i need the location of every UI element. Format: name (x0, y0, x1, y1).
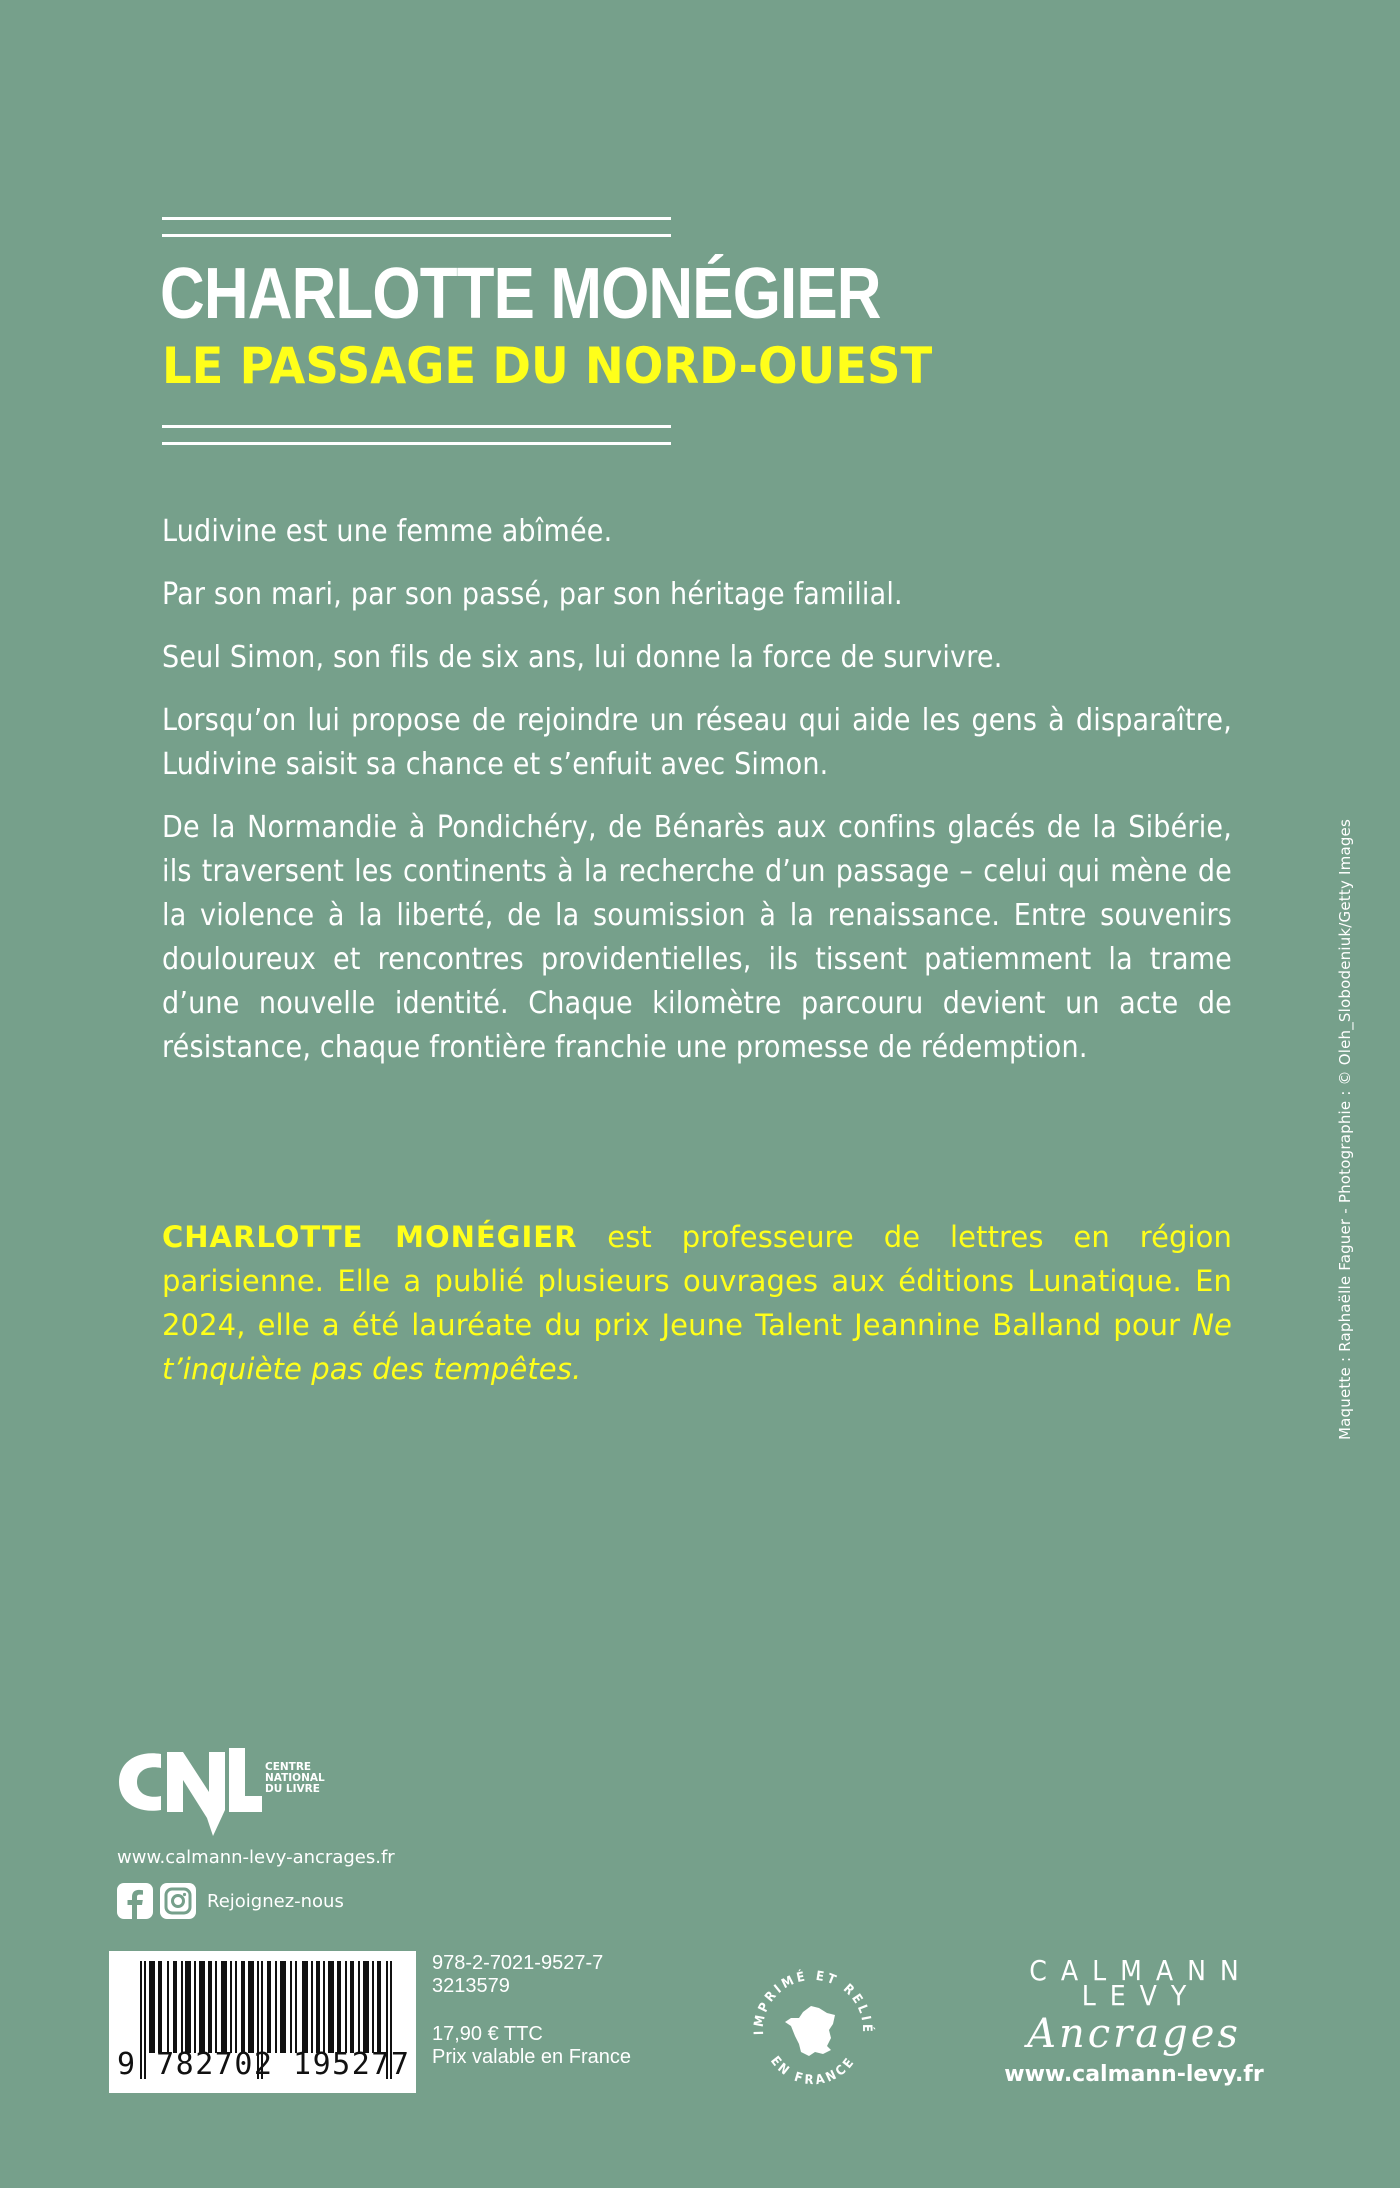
blurb-paragraph: Lorsqu’on lui propose de rejoindre un réseau qui aide les gens à disparaître, Ludivine saisit sa chance et s’enfuit avec Simon. (162, 703, 1232, 782)
bio-text: est professeure de lettres en région parisienne. Elle a publié plusieurs ouvrages aux éditions Lunatique. En 2024, elle a été lauréate du prix Jeune Talent Jeannine Balland pour (162, 1220, 1233, 1342)
publisher-imprint: Ancrages (1027, 2011, 1241, 2057)
printed-in-france-badge (743, 1966, 883, 2106)
photo-credit: Maquette : Raphaëlle Faguer - Photographie : © Oleh_Slobodeniuk/Getty Images (1336, 818, 1354, 1440)
author-bio (162, 1215, 1232, 1391)
blurb-paragraph: Seul Simon, son fils de six ans, lui donne la force de survivre. (162, 640, 1003, 675)
bio-book-title: Ne t’inquiète pas des tempêtes. (162, 1308, 1232, 1386)
book-title: LE PASSAGE DU NORD-OUEST (162, 337, 933, 395)
blurb-paragraph: De la Normandie à Pondichéry, de Bénarès aux confins glacés de la Sibérie, ils traversent les continents à la recherche d’un passage – celui qui mène de la violence à la liberté, de la soumission à la renaissance. Entre souvenirs douloureux et rencontres providentielles, ils tissent patiemment la trame d’une nouvelle identité. Chaque kilomètre parcouru devient un acte de résistance, chaque frontière franchie une promesse de rédemption. (162, 810, 1232, 1065)
bottom-rule-2 (162, 442, 671, 445)
cnl-text (265, 1762, 325, 1795)
bio-author-name: CHARLOTTE MONÉGIER (162, 1220, 578, 1254)
price-note: Prix valable en France (432, 2046, 631, 2068)
badge-top-text: IMPRIMÉ ET RELIÉ (751, 1968, 875, 2036)
top-rule-2 (162, 234, 671, 237)
isbn: 978-2-7021-9527-7 (432, 1952, 604, 1974)
svg-text:EN FRANCE (767, 2054, 859, 2089)
cnl-logo (117, 1748, 325, 1840)
author-name: CHARLOTTE MONÉGIER (160, 254, 881, 334)
cnl-line2: NATIONAL (265, 1772, 325, 1784)
price: 17,90 € TTC (432, 2023, 543, 2045)
instagram-icon[interactable] (160, 1883, 196, 1919)
blurb-paragraph: Par son mari, par son passé, par son héritage familial. (162, 577, 903, 612)
publisher-logo (1003, 1954, 1265, 2090)
blurb-paragraph: Ludivine est une femme abîmée. (162, 514, 613, 549)
france-map-icon (785, 2006, 835, 2056)
badge-bottom-text: EN FRANCE (767, 2053, 859, 2089)
cnl-line3: DU LIVRE (265, 1783, 320, 1795)
website-link[interactable]: www.calmann-levy-ancrages.fr (117, 1847, 395, 1868)
barcode-number: 9 782702 195277 (117, 2047, 411, 2082)
top-rule-1 (162, 217, 671, 220)
social-label: Rejoignez-nous (207, 1890, 344, 1912)
product-code: 3213579 (432, 1975, 510, 1997)
publisher-name-line1: CALMANN (1029, 1954, 1253, 1987)
barcode (109, 1951, 416, 2093)
social-links (117, 1883, 344, 1919)
cnl-letters-icon (117, 1748, 262, 1840)
isbn-info (432, 1952, 631, 2069)
facebook-icon[interactable] (117, 1883, 153, 1919)
blurb (162, 510, 1232, 1089)
publisher-website-link[interactable]: www.calmann-levy.fr (1004, 2062, 1264, 2087)
cnl-line1: CENTRE (265, 1761, 312, 1773)
publisher-name-line2: LEVY (1081, 1979, 1201, 2012)
bottom-rule-1 (162, 425, 671, 428)
